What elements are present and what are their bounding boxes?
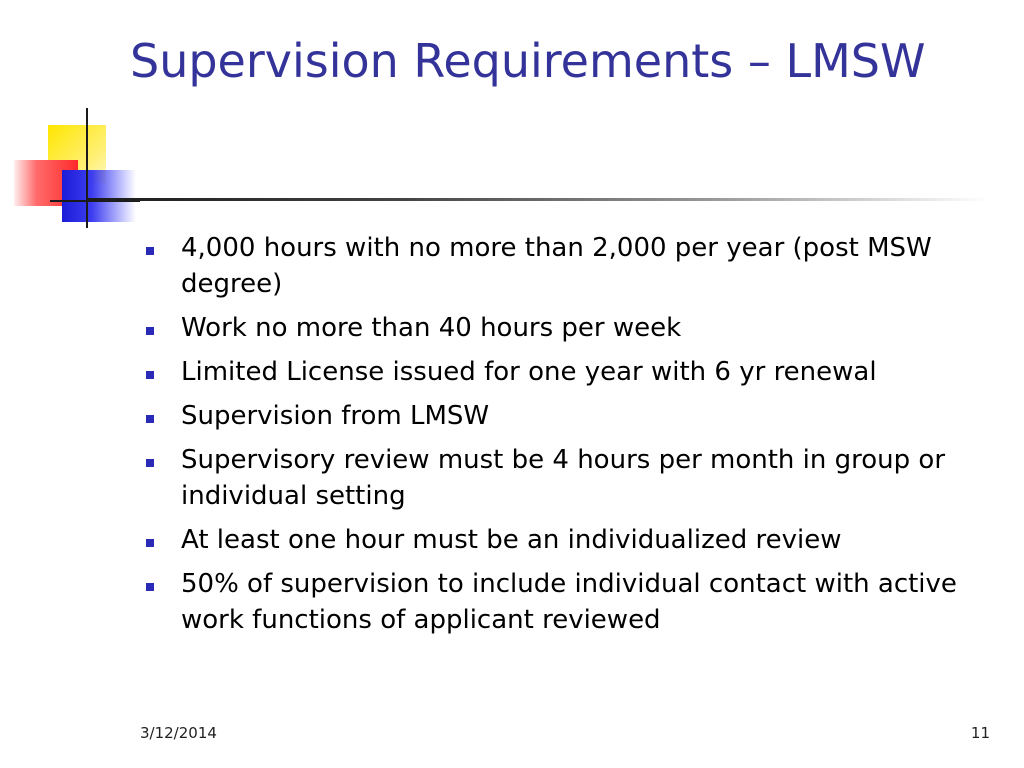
bullet-item (146, 442, 1006, 514)
square-bullet-icon (146, 247, 154, 255)
square-bullet-icon (146, 459, 154, 467)
page-number: 11 (970, 724, 990, 742)
slide-title: Supervision Requirements – LMSW (130, 34, 926, 88)
bullet-item (146, 522, 1006, 558)
bullet-text: Supervisory review must be 4 hours per month in group or individual setting (181, 445, 946, 511)
title-divider (88, 198, 988, 201)
bullet-text: Work no more than 40 hours per week (181, 313, 682, 343)
square-bullet-icon (146, 327, 154, 335)
square-bullet-icon (146, 583, 154, 591)
bullet-text: Limited License issued for one year with 6 yr renewal (181, 357, 877, 387)
footer-date: 3/12/2014 (140, 724, 217, 742)
bullet-text: 4,000 hours with no more than 2,000 per year (post MSW degree) (181, 233, 932, 299)
square-bullet-icon (146, 415, 154, 423)
bullet-item (146, 566, 1006, 638)
bullet-item (146, 310, 1006, 346)
vertical-line (86, 108, 88, 228)
decorative-squares-logo (0, 0, 150, 240)
bullet-text: At least one hour must be an individualized review (181, 525, 842, 555)
blue-square (62, 170, 136, 222)
bullet-list (146, 230, 1006, 646)
bullet-text: Supervision from LMSW (181, 401, 490, 431)
square-bullet-icon (146, 539, 154, 547)
square-bullet-icon (146, 371, 154, 379)
bullet-item (146, 398, 1006, 434)
bullet-item (146, 230, 1006, 302)
bullet-text: 50% of supervision to include individual contact with active work functions of applicant reviewed (181, 569, 957, 635)
bullet-item (146, 354, 1006, 390)
